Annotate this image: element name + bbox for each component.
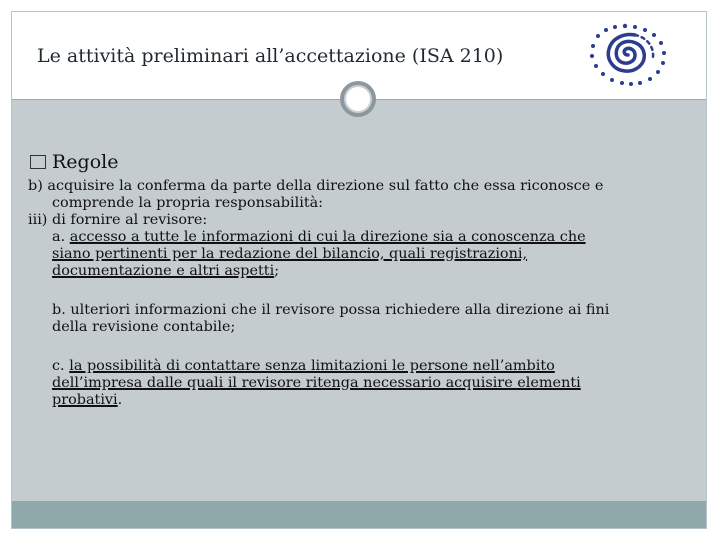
section-heading	[28, 150, 698, 174]
item-c-prefix: c.	[52, 358, 70, 374]
item-c-suffix: .	[117, 392, 123, 408]
slide-body	[28, 150, 698, 409]
footer-band	[12, 501, 706, 528]
item-a-text-1: accesso a tutte le informazioni di cui la direzione sia a conoscenza che	[69, 229, 586, 245]
slide-title: Le attività preliminari all’accettazione (ISA 210)	[37, 45, 504, 67]
item-a-suffix: ;	[274, 263, 280, 279]
item-a	[28, 229, 698, 280]
spiral-logo-icon	[588, 22, 670, 88]
item-b	[28, 302, 698, 336]
item-c-text-2: dell’impresa dalle quali il revisore ritenga necessario acquisire elementi	[52, 375, 581, 391]
item-c-text-1: la possibilità di contattare senza limitazioni le persone nell’ambito	[69, 358, 555, 374]
heading-text: Regole	[52, 151, 119, 173]
paragraph-b-line1: b) acquisire la conferma da parte della direzione sul fatto che essa riconosce e	[28, 178, 604, 194]
item-b-text-2: della revisione contabile;	[52, 319, 236, 335]
paragraph-b-line2: comprende la propria responsabilità:	[52, 195, 324, 211]
item-c-text-3: probativi	[52, 392, 118, 408]
paragraph-iii: iii) di fornire al revisore:	[28, 212, 208, 228]
circle-ornament-inner	[344, 85, 372, 113]
bullet-box-icon	[30, 155, 46, 169]
item-a-prefix: a.	[52, 229, 70, 245]
item-a-text-2: siano pertinenti per la redazione del bilancio, quali registrazioni,	[52, 246, 528, 262]
item-a-text-3: documentazione e altri aspetti	[52, 263, 275, 279]
item-c	[28, 358, 698, 409]
item-b-text-1: b. ulteriori informazioni che il revisore possa richiedere alla direzione ai fini	[52, 302, 610, 318]
